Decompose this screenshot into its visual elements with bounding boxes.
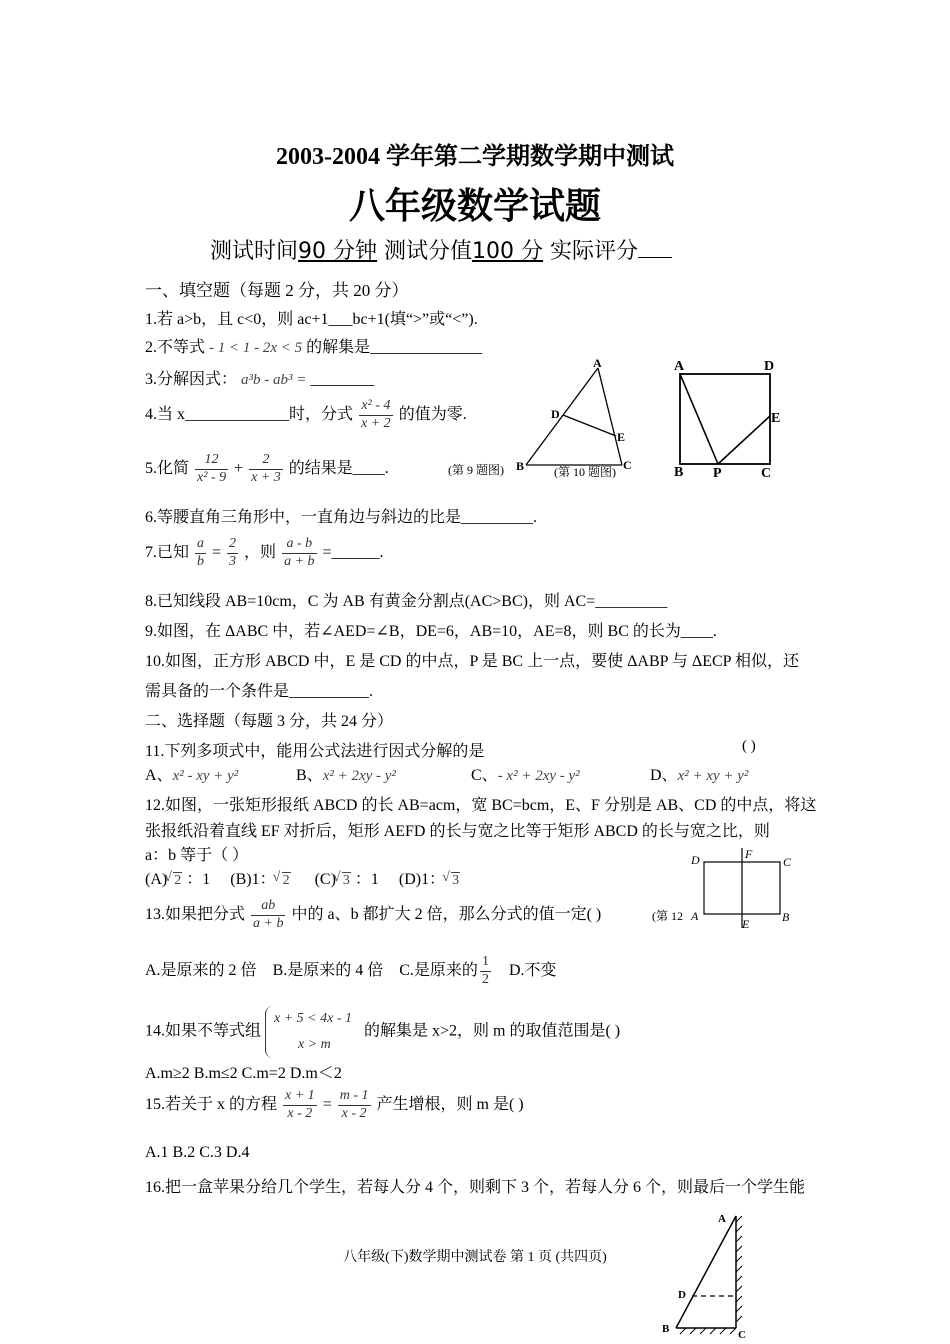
q5-fraction-1: $\frac{12}{\text{x² - 9}}$ bbox=[197, 452, 227, 485]
q15-fraction-1: $\frac{x + 1}{x - 2}$ bbox=[285, 1088, 315, 1121]
question-11-option-D bbox=[650, 762, 748, 785]
question-12-cont2: a：b 等于（ ） bbox=[145, 847, 249, 864]
exam-info bbox=[210, 234, 672, 265]
sqrt-2: √ 2 bbox=[173, 872, 182, 889]
label-C: C bbox=[623, 458, 632, 472]
question-1: 1.若 a>b，且 c<0，则 ac+1___bc+1(填“>”或“<”). bbox=[145, 311, 478, 328]
label-B: B bbox=[516, 459, 525, 473]
option-B-label: B、 bbox=[296, 767, 323, 784]
q14-inequality-system: x + 5 < 4x - 1 x > m bbox=[265, 1006, 352, 1058]
square-ABCD bbox=[680, 374, 770, 464]
label-E: E bbox=[617, 430, 626, 444]
q13-option-B: B.是原来的 4 倍 bbox=[272, 961, 384, 979]
time-value: 90 分钟 bbox=[298, 239, 378, 264]
section1-heading: 一、填空题（每题 2 分，共 20 分） bbox=[145, 281, 409, 300]
segment-DE bbox=[563, 415, 616, 436]
q4-text: 4.当 x_____________时，分式 bbox=[145, 405, 354, 423]
sqrt-2: √ 2 bbox=[282, 872, 291, 889]
q5-plus: + bbox=[234, 459, 244, 477]
figure-9-triangle bbox=[440, 352, 650, 482]
q13-tail: 中的 a、b 都扩大 2 倍，那么分式的值一定( ) bbox=[291, 905, 602, 923]
label-C: C bbox=[783, 855, 792, 869]
label-F: F bbox=[745, 847, 753, 861]
question-5 bbox=[145, 452, 389, 487]
question-14 bbox=[145, 1006, 620, 1058]
question-13-options bbox=[145, 954, 557, 989]
option-C-expr: - x² + 2xy - y² bbox=[497, 768, 580, 784]
q12-option-A-tail: ：1 bbox=[186, 871, 211, 888]
actual-score-label: 实际评分 bbox=[550, 239, 639, 264]
question-6: 6.等腰直角三角形中，一直角边与斜边的比是_________. bbox=[145, 509, 538, 526]
q7-fraction-2: $\frac{2}{3}$ bbox=[229, 536, 237, 569]
label-C: C bbox=[761, 466, 772, 481]
label-A: A bbox=[691, 909, 699, 923]
q13-text: 13.如果把分式 bbox=[145, 905, 246, 923]
q12-option-D: (D)1： bbox=[398, 871, 446, 888]
question-15 bbox=[145, 1088, 524, 1123]
question-16: 16.把一盒苹果分给几个学生，若每人分 4 个，则剩下 3 个，若每人分 6 个，则最后一个学生能 bbox=[145, 1179, 806, 1196]
question-15-options: A.1 B.2 C.3 D.4 bbox=[145, 1144, 250, 1161]
q7-fraction-3: $\frac{a - b}{a + b}$ bbox=[284, 536, 315, 569]
q12-option-B: (B)1： bbox=[230, 871, 276, 888]
label-E: E bbox=[742, 917, 750, 931]
option-B-expr: x² + 2xy - y² bbox=[322, 768, 396, 784]
side-AB bbox=[526, 368, 598, 465]
q5-text: 5.化简 bbox=[145, 459, 190, 477]
q2-inequality: - 1 < 1 - 2x < 5 bbox=[209, 340, 303, 356]
sqrt-3: √ 3 bbox=[451, 872, 460, 889]
q7-equals: = bbox=[212, 543, 222, 561]
q13-option-A: A.是原来的 2 倍 bbox=[145, 961, 257, 979]
caption-12: (第 12 bbox=[652, 909, 683, 923]
question-8: 8.已知线段 AB=10cm，C 为 AB 有黄金分割点(AC>BC)，则 AC=_________ bbox=[145, 593, 668, 610]
question-11-option-B bbox=[296, 762, 396, 785]
question-10: 10.如图，正方形 ABCD 中，E 是 CD 的中点，P 是 BC 上一点，要使 ΔABP 与 ΔECP 相似，还 bbox=[145, 653, 799, 670]
q2-answer: 的解集是______________ bbox=[306, 339, 483, 356]
question-11: 11.下列多项式中，能用公式法进行因式分解的是 bbox=[145, 743, 485, 760]
q3-answer: ________ bbox=[310, 371, 375, 388]
label-E: E bbox=[771, 411, 781, 426]
figure-10-caption bbox=[552, 466, 624, 480]
q15-tail: 产生增根，则 m 是( ) bbox=[376, 1095, 524, 1113]
caption-10: (第 10 题图) bbox=[554, 466, 616, 479]
question-2 bbox=[145, 334, 482, 357]
segment-AP bbox=[680, 374, 718, 464]
q13-half-fraction: $\frac{1}{2}$ bbox=[481, 954, 489, 987]
question-9: 9.如图，在 ΔABC 中，若∠AED=∠B，DE=6，AB=10，AE=8，则 BC 的长为____. bbox=[145, 623, 717, 640]
q13-fraction: $\frac{ab}{a + b}$ bbox=[253, 898, 284, 931]
question-4 bbox=[145, 398, 467, 433]
q5-fraction-2: $\frac{2}{x + 3}$ bbox=[251, 452, 281, 485]
option-A-expr: x² - xy + y² bbox=[172, 768, 239, 784]
option-D-label: D、 bbox=[650, 767, 678, 784]
question-11-answer-paren: ( ) bbox=[742, 738, 756, 754]
question-12-options bbox=[145, 866, 460, 889]
caption-9: (第 9 题图) bbox=[448, 463, 504, 477]
question-12-cont: 张报纸沿着直线 EF 对折后，矩形 AEFD 的长与宽之比等于矩形 ABCD 的长与宽之比，则 bbox=[145, 823, 770, 840]
q12-option-C-tail: ：1 bbox=[354, 871, 379, 888]
label-P: P bbox=[713, 466, 722, 481]
q4-fraction: $\frac{\text{x² - 4}}{x + 2}$ bbox=[361, 398, 391, 431]
wall-hatching bbox=[680, 1216, 742, 1334]
score-label: 测试分值 bbox=[384, 239, 473, 264]
question-7 bbox=[145, 536, 384, 571]
label-C: C bbox=[738, 1329, 746, 1341]
time-label: 测试时间 bbox=[210, 239, 299, 264]
exam-title: 2003-2004 学年第二学期数学期中测试 bbox=[276, 144, 674, 170]
option-C-label: C、 bbox=[471, 767, 498, 784]
exam-subtitle: 八年级数学试题 bbox=[348, 186, 601, 226]
figure-16-triangle bbox=[656, 1206, 756, 1342]
q12-option-A: (A) bbox=[145, 871, 168, 888]
label-A: A bbox=[674, 359, 685, 374]
figure-12-rectangle bbox=[646, 844, 796, 932]
q12-option-C: (C) bbox=[314, 871, 336, 888]
q13-option-D: D.不变 bbox=[508, 961, 557, 979]
label-D: D bbox=[551, 407, 560, 421]
q15-equals: = bbox=[322, 1095, 332, 1113]
q7-text: 7.已知 bbox=[145, 543, 190, 561]
label-A: A bbox=[593, 356, 602, 370]
q3-expression: a³b - ab³ = bbox=[241, 372, 307, 388]
question-11-option-C bbox=[471, 762, 580, 785]
q14-tail: 的解集是 x>2，则 m 的取值范围是( ) bbox=[364, 1022, 621, 1040]
q4-tail: 的值为零. bbox=[398, 405, 467, 423]
label-D: D bbox=[678, 1289, 686, 1301]
label-B: B bbox=[674, 465, 684, 480]
question-10-cont: 需具备的一个条件是__________. bbox=[145, 683, 374, 700]
q7-then: ，则 bbox=[244, 543, 277, 561]
q7-fraction-1: $\frac{a}{b}$ bbox=[197, 536, 205, 569]
q15-text: 15.若关于 x 的方程 bbox=[145, 1095, 278, 1113]
option-A-label: A、 bbox=[145, 767, 173, 784]
section2-heading: 二、选择题（每题 3 分，共 24 分） bbox=[145, 713, 394, 730]
q13-option-C: C.是原来的 bbox=[399, 961, 478, 979]
hypotenuse-AB bbox=[676, 1216, 736, 1328]
q7-answer: =______. bbox=[322, 543, 384, 561]
q14-text: 14.如果不等式组 bbox=[145, 1022, 262, 1040]
segment-PE bbox=[718, 416, 770, 464]
q15-fraction-2: $\frac{m - 1}{x - 2}$ bbox=[339, 1088, 369, 1121]
question-3 bbox=[145, 366, 374, 389]
q5-tail: 的结果是____. bbox=[288, 459, 389, 477]
actual-score-blank[interactable] bbox=[638, 239, 672, 258]
question-13 bbox=[145, 898, 601, 933]
label-B: B bbox=[662, 1323, 670, 1335]
q3-text: 3.分解因式： bbox=[145, 371, 238, 388]
score-value: 100 分 bbox=[472, 239, 544, 264]
page-footer: 八年级(下)数学期中测试卷 第 1 页 (共四页) bbox=[343, 1250, 607, 1265]
label-D: D bbox=[764, 359, 775, 374]
label-B: B bbox=[782, 910, 790, 924]
question-11-options bbox=[145, 762, 238, 785]
q2-text: 2.不等式 bbox=[145, 339, 206, 356]
sqrt-3: √ 3 bbox=[342, 872, 351, 889]
side-AC bbox=[598, 368, 622, 465]
label-D: D bbox=[691, 853, 700, 867]
option-D-expr: x² + xy + y² bbox=[677, 768, 749, 784]
figure-10-square bbox=[668, 352, 788, 482]
label-A: A bbox=[718, 1213, 726, 1225]
question-12: 12.如图，一张矩形报纸 ABCD 的长 AB=acm，宽 BC=bcm，E、F 分别是 AB、CD 的中点，将这 bbox=[145, 797, 817, 814]
question-14-options: A.m≥2 B.m≤2 C.m=2 D.m＜2 bbox=[145, 1065, 342, 1082]
